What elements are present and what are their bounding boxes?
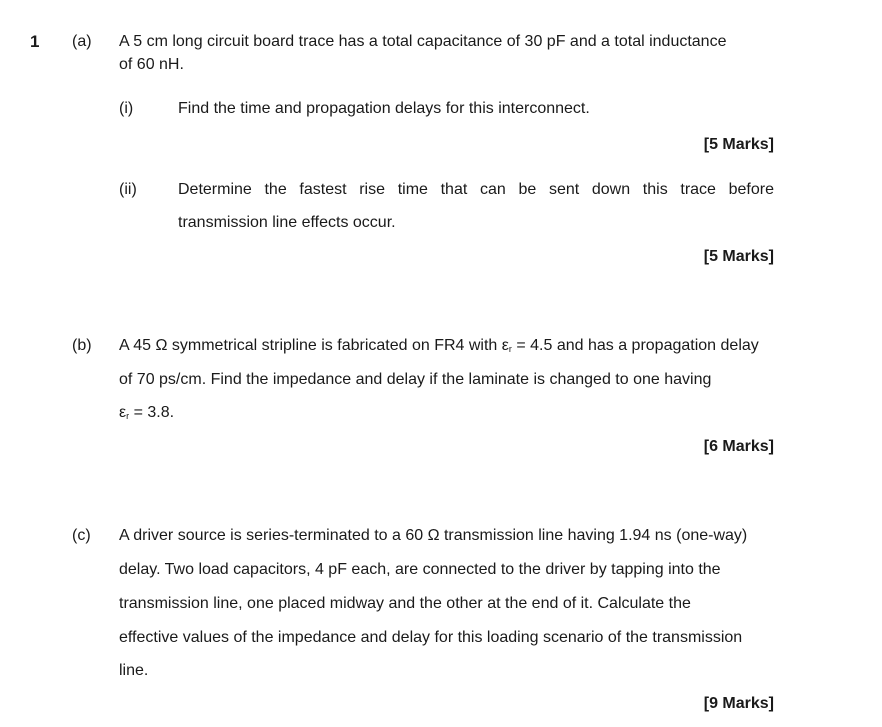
part-b-line3-pre: ε (119, 404, 127, 421)
sub-ii-label: (ii) (119, 181, 137, 198)
sub-ii-text-line2: transmission line effects occur. (178, 214, 396, 231)
part-b-line1 (119, 336, 759, 356)
part-c-line3: transmission line, one placed midway and the other at the end of it. Calculate the (119, 595, 691, 612)
part-b-label: (b) (72, 337, 92, 354)
part-c-line2: delay. Two load capacitors, 4 pF each, are connected to the driver by tapping into the (119, 561, 721, 578)
part-b-marks: [6 Marks] (703, 438, 774, 455)
part-b-line1-post: = 4.5 and has a propagation delay (511, 337, 759, 354)
epsilon-r-subscript: r (126, 411, 130, 421)
sub-i-text: Find the time and propagation delays for this interconnect. (178, 100, 590, 117)
part-a-text-line1: A 5 cm long circuit board trace has a total capacitance of 30 pF and a total inductance (119, 33, 727, 50)
part-b-line3 (119, 403, 174, 423)
part-c-line5: line. (119, 662, 149, 679)
part-a-text-line2: of 60 nH. (119, 56, 184, 73)
part-b-line2: of 70 ps/cm. Find the impedance and delay if the laminate is changed to one having (119, 371, 712, 388)
part-c-label: (c) (72, 527, 91, 544)
sub-i-label: (i) (119, 100, 134, 117)
epsilon-r-subscript: r (508, 344, 512, 354)
sub-ii-marks: [5 Marks] (703, 248, 774, 265)
question-number: 1 (30, 32, 40, 51)
part-c-line1: A driver source is series-terminated to a 60 Ω transmission line having 1.94 ns (one-way) (119, 527, 748, 544)
part-a-label: (a) (72, 33, 92, 50)
sub-i-marks: [5 Marks] (703, 136, 774, 153)
part-c-line4: effective values of the impedance and delay for this loading scenario of the transmission (119, 629, 743, 646)
part-b-line1-pre: A 45 Ω symmetrical stripline is fabricated on FR4 with ε (119, 337, 509, 354)
part-b-line3-post: = 3.8. (129, 404, 175, 421)
sub-ii-text-line1: Determine the fastest rise time that can be sent down this trace before (178, 181, 774, 198)
part-c-marks: [9 Marks] (703, 695, 774, 712)
